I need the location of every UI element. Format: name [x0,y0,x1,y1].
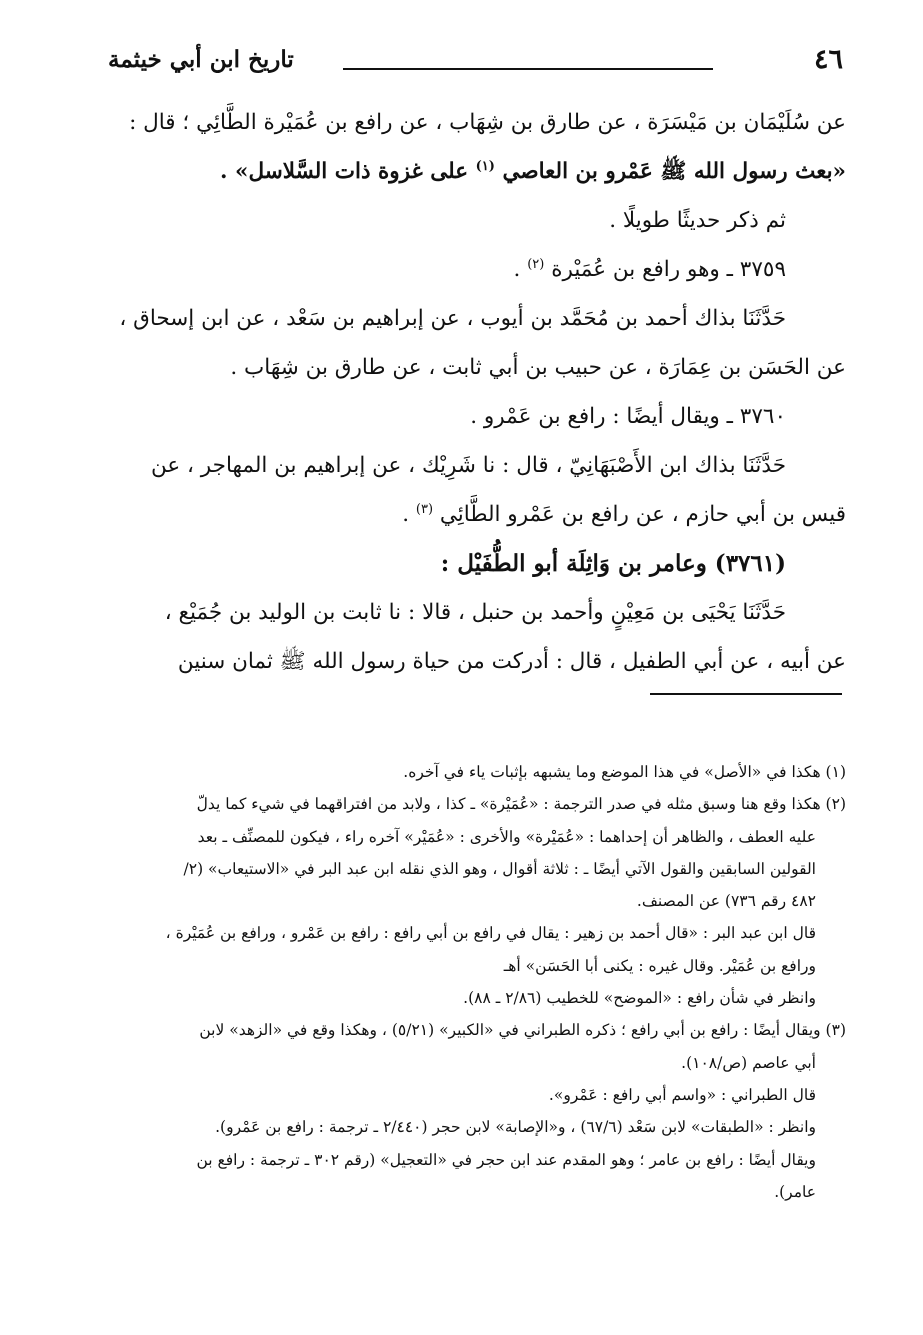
footnote-line: عامر). [774,1182,816,1201]
footnote-ref: (٣) [415,501,434,517]
footnote-line: ورافع بن عُمَيْر. وقال غيره : يكنى أبا الحَسَن» أهـ [503,956,816,975]
text-segment: ٣٧٥٩ ـ وهو رافع بن عُمَيْرة [551,257,786,282]
text-segment: قيس بن أبي حازم ، عن رافع بن عَمْرو الطَّائِي [439,502,846,527]
text-segment: على غزوة ذات السَّلاسل» . [220,159,469,184]
page-header [108,44,843,88]
text-line [104,490,846,539]
narration-number-line [104,245,846,294]
footnote-line: أبي عاصم (ص/١٠٨). [681,1053,816,1072]
footnote-line: قال ابن عبد البر : «قال أحمد بن زهير : يقال في رافع بن أبي رافع : رافع بن عَمْرو ، ورافع بن عُمَيْرة ، [165,924,816,943]
header-rule [343,68,713,70]
footnote-line: عليه العطف ، والظاهر أن إحداهما : «عُمَيْرة» والأخرى : «عُمَيْر» آخره راء ، فيكون للمصنِّف ـ بعد [197,827,816,846]
text-line: حَدَّثَنَا يَحْيَى بن مَعِيْنٍ وأحمد بن حنبل ، قالا : نا ثابت بن الوليد بن جُمَيْع ، [164,600,786,625]
section-heading: (٣٧٦١) وعامر بن وَاثِلَة أبو الطُّفَيْل : [440,550,786,577]
page-number: ٤٦ [813,44,843,75]
footnote-line: القولين السابقين والقول الآتي أيضًا ـ : ثلاثة أقوال ، وهو الذي نقله ابن عبد البر في «الاستيعاب» (٢/ [183,859,816,878]
text-line: عن الحَسَن بن عِمَارَة ، عن حبيب بن أبي ثابت ، عن طارق بن شِهَاب . [230,355,846,380]
footnotes [104,756,846,1208]
footnote-line: وانظر في شأن رافع : «الموضح» للخطيب (٢/٨٦ ـ ٨٨). [463,989,816,1008]
text-segment: . [402,502,410,527]
footnote-ref: (٢) [527,256,545,272]
book-title: تاريخ ابن أبي خيثمة [108,46,294,73]
text-segment: . [513,257,521,282]
text-line: عن أبيه ، عن أبي الطفيل ، قال : أدركت من حياة رسول الله ﷺ ثمان سنين [177,649,846,674]
footnote-line: قال الطبراني : «واسم أبي رافع : عَمْرو». [548,1085,816,1104]
text-segment: «بعث رسول الله ﷺ عَمْرو بن العاصي [502,159,846,184]
footnote-2: (٢) هكذا وقع هنا وسبق مثله في صدر الترجمة : «عُمَيْرة» ـ كذا ، ولابد من افتراقهما في شيء كما يدلّ [196,795,846,814]
main-text [104,98,846,686]
footnote-1: (١) هكذا في «الأصل» في هذا الموضع وما يشبهه بإثبات ياء في آخره. [403,763,846,781]
footnote-line: ٤٨٢ رقم ٧٣٦) عن المصنف. [636,892,816,911]
text-line: حَدَّثَنَا بذاك ابن الأَصْبَهَانِيّ ، قال : نا شَرِيْك ، عن إبراهيم بن المهاجر ، عن [150,453,786,478]
footnote-separator [650,693,842,695]
text-line: حَدَّثَنَا بذاك أحمد بن مُحَمَّد بن أيوب ، عن إبراهيم بن سَعْد ، عن ابن إسحاق ، [119,306,786,331]
text-line [104,147,846,196]
footnote-line: ويقال أيضًا : رافع بن عامر ؛ وهو المقدم عند ابن حجر في «التعجيل» (رقم ٣٠٢ ـ ترجمة : رافع بن [196,1150,816,1169]
footnote-line: وانظر : «الطبقات» لابن سَعْد (٦٧/٦) ، و«الإصابة» لابن حجر (٢/٤٤٠ ـ ترجمة : رافع بن عَمْرو). [215,1118,816,1137]
footnote-3: (٣) ويقال أيضًا : رافع بن أبي رافع ؛ ذكره الطبراني في «الكبير» (٥/٢١) ، وهكذا وقع في «الزهد» لابن [199,1021,846,1040]
text-line: ثم ذكر حديثًا طويلًا . [609,208,786,233]
text-line: عن سُلَيْمَان بن مَيْسَرَة ، عن طارق بن شِهَاب ، عن رافع بن عُمَيْرة الطَّائِي ؛ قال : [129,110,846,135]
footnote-ref: (١) [475,158,495,174]
narration-number-line: ٣٧٦٠ ـ ويقال أيضًا : رافع بن عَمْرو . [470,404,786,429]
